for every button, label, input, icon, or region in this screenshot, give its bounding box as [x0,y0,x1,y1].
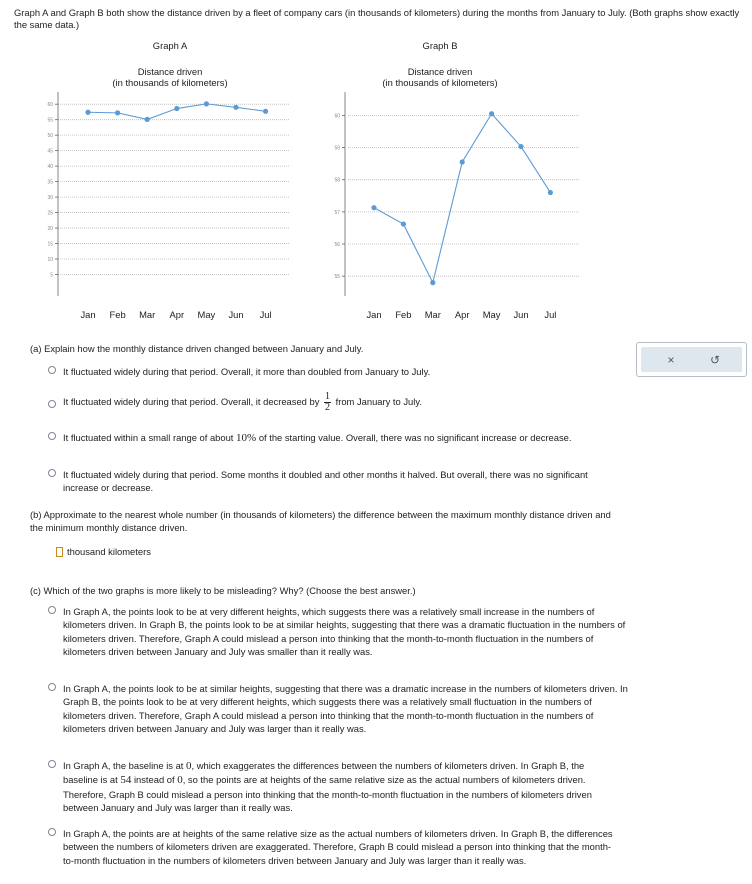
x-tick-label: Jan [366,309,382,320]
y-tick-label: 45 [47,148,53,155]
x-tick-label: Feb [395,309,412,320]
y-tick-label: 59 [334,145,340,152]
radio-button[interactable] [48,400,56,408]
part-a-option-2[interactable] [48,392,422,413]
part-a-option-4[interactable] [48,468,623,495]
radio-button[interactable] [48,760,56,768]
chart-subtitle: Distance driven [407,66,473,77]
data-point [263,109,268,114]
chart-title: Graph B [422,40,458,51]
math-value: 0 [186,760,192,772]
data-point [115,110,120,115]
option-text-part: , so the points are at heights of the same relative size as the actual numbers of kilometers driven. Therefore, Graph B could mislead a person into thinking that the month-to-month fluctuation in the numbers of kilometers driven between January and July was larger than it really was. [63,774,592,813]
x-tick-label: Apr [169,309,185,320]
y-tick-label: 5 [50,272,53,279]
distance-answer-input[interactable] [56,547,63,557]
data-point [233,105,238,110]
x-tick-label: Mar [139,309,156,320]
chart-subtitle: Distance driven [137,66,203,77]
answer-toolbar [636,342,747,377]
radio-button[interactable] [48,432,56,440]
option-text: It fluctuated widely during that period. Overall, it more than doubled from January to July. [63,366,431,377]
radio-button[interactable] [48,828,56,836]
y-tick-label: 55 [334,274,340,281]
charts-area [0,0,752,330]
option-text: In Graph A, the points look to be at very different heights, which suggests there was a relatively small increase in the numbers of kilometers driven. In Graph B, the points look to be at similar heights, suggesting that there was a dramatic fluctuation in the numbers of kilometers driven. Therefore, Graph A could mislead a person into thinking that the month-to-month fluctuation in the numbers of kilometers driven between January and July was smaller than it really was. [63,606,626,657]
fraction-one-half [324,392,331,413]
data-point [174,106,179,111]
y-tick-label: 25 [47,210,53,217]
undo-icon[interactable]: ↺ [709,353,721,367]
data-point [85,110,90,115]
radio-button[interactable] [48,606,56,614]
x-tick-label: May [482,309,501,320]
y-tick-label: 30 [47,195,53,202]
data-point [204,101,209,106]
option-text-part: In Graph A, the baseline is at [63,760,184,771]
data-point [518,144,523,149]
y-tick-label: 55 [47,117,53,124]
option-text-post: from January to July. [335,395,422,407]
option-text-part: instead of [133,774,175,786]
part-a-option-3[interactable] [48,431,618,445]
data-point [371,205,376,210]
option-text [63,759,608,814]
x-tick-label: Feb [109,309,126,320]
math-value: 10% [236,432,257,444]
close-icon[interactable]: × [667,353,675,367]
y-tick-label: 50 [47,133,53,140]
part-b-question [30,508,615,534]
option-text-part: , which exaggerates the differences between the numbers of kilometers driven. In Graph B, the baseline is at [63,760,585,786]
y-tick-label: 56 [334,242,340,249]
y-tick-label: 57 [334,209,340,216]
x-tick-label: Apr [454,309,470,320]
x-tick-label: Jun [228,309,244,320]
x-tick-label: Jul [259,309,272,320]
part-c-option-1[interactable] [48,605,628,658]
data-point [145,117,150,122]
y-tick-label: 60 [334,113,340,120]
part-b-question-text: (b) Approximate to the nearest whole number (in thousands of kilometers) the difference between the maximum monthly distance driven and the minimum monthly distance driven. [30,509,611,533]
y-tick-label: 35 [47,179,53,186]
math-value: 0 [177,774,183,787]
data-point [430,280,435,285]
part-c-question: (c) Which of the two graphs is more likely to be misleading? Why? (Choose the best answer.) [30,585,416,596]
data-point [548,190,553,195]
option-text: In Graph A, the points are at heights of the same relative size as the actual numbers of kilometers driven. In Graph B, the differences between the numbers of kilometers driven are exaggerated. Therefore, Graph B could mislead a person into thinking that the month-to-month fluctuation in the numbers of kilometers driven between January and July was larger than it really was. [63,828,613,866]
chart-subtitle-units: (in thousands of kilometers) [112,77,228,88]
x-tick-label: Jan [80,309,96,320]
y-tick-label: 60 [47,102,53,109]
x-tick-label: May [197,309,216,320]
toolbar-panel [641,347,742,372]
option-text-post: of the starting value. Overall, there was no significant increase or decrease. [258,432,572,443]
data-point [460,159,465,164]
x-tick-label: Mar [424,309,441,320]
y-tick-label: 15 [47,241,53,248]
series-line [374,114,550,283]
radio-button[interactable] [48,469,56,477]
radio-button[interactable] [48,366,56,374]
data-point [489,111,494,116]
fraction-numerator: 1 [325,391,330,402]
data-point [401,221,406,226]
answer-unit-label: thousand kilometers [67,546,151,557]
radio-button[interactable] [48,683,56,691]
option-text: In Graph A, the points look to be at similar heights, suggesting that there was a dramatic increase in the numbers of kilometers driven. In Graph B, the points look to be at very different heights, which suggests there was a relatively small fluctuation in the numbers of kilometers driven. Therefore, Graph A could mislead a person into thinking that the month-to-month fluctuation in the numbers of kilometers driven between January and July was larger than it really was. [63,683,628,734]
chart-subtitle-units: (in thousands of kilometers) [382,77,498,88]
part-c-option-4[interactable] [48,827,613,867]
y-tick-label: 40 [47,164,53,171]
y-tick-label: 58 [334,177,340,184]
fraction-denominator: 2 [325,402,330,413]
intro-text: Graph A and Graph B both show the distance driven by a fleet of company cars (in thousands of kilometers) during the months from January to July. (Both graphs show exactly the same data.) [14,7,740,30]
y-tick-label: 10 [47,257,53,264]
math-value: 54 [120,774,132,787]
option-text: It fluctuated widely during that period. Some months it doubled and other months it halved. But overall, there was no significant increase or decrease. [63,469,588,494]
option-text-pre: It fluctuated widely during that period. Overall, it decreased by [63,395,320,407]
part-a-option-1[interactable] [48,365,430,378]
option-text [63,431,618,445]
chart-title: Graph A [152,40,188,51]
option-text-pre: It fluctuated within a small range of about [63,432,234,443]
x-tick-label: Jun [513,309,529,320]
part-c-option-2[interactable] [48,682,628,735]
part-c-option-3[interactable] [48,759,608,814]
option-text [63,392,422,413]
y-tick-label: 20 [47,226,53,233]
x-tick-label: Jul [544,309,557,320]
part-a-question: (a) Explain how the monthly distance driven changed between January and July. [30,343,364,354]
